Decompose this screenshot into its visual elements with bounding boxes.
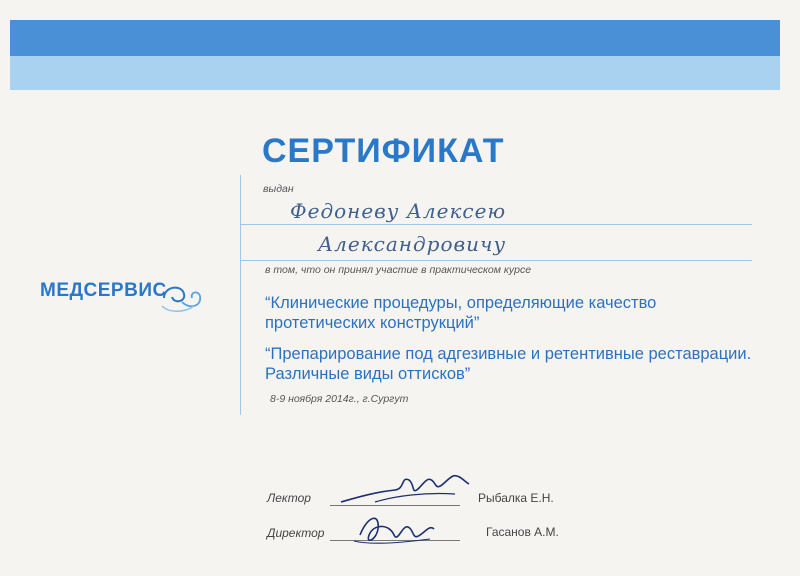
certificate-title: СЕРТИФИКАТ [262, 132, 505, 170]
logo-swirl-icon [160, 280, 210, 316]
director-signature-icon [350, 505, 440, 555]
recipient-patronymic: Александровичу [318, 232, 507, 256]
medservice-logo: МЕДСЕРВИС [40, 280, 167, 301]
patronymic-underline [240, 260, 752, 261]
participation-text: в том, что он принял участие в практическом курсе [265, 264, 532, 276]
course-title-2: “Препарирование под адгезивные и ретентивные реставрации. Различные виды оттисков” [265, 345, 752, 383]
director-label: Директор [267, 526, 325, 540]
director-name: Гасанов А.М. [486, 525, 559, 539]
issued-to-label: выдан [263, 183, 294, 195]
lecturer-label: Лектор [267, 491, 311, 505]
top-band-light [10, 56, 780, 90]
top-band-dark [10, 20, 780, 56]
lecturer-name: Рыбалка Е.Н. [478, 491, 554, 505]
vertical-divider [240, 175, 241, 415]
date-place: 8-9 ноября 2014г., г.Сургут [270, 393, 409, 405]
name-underline [240, 224, 752, 225]
course-title-1: “Клинические процедуры, определяющие качество протетических конструкций” [265, 294, 657, 332]
recipient-name: Федоневу Алексею [290, 199, 507, 223]
